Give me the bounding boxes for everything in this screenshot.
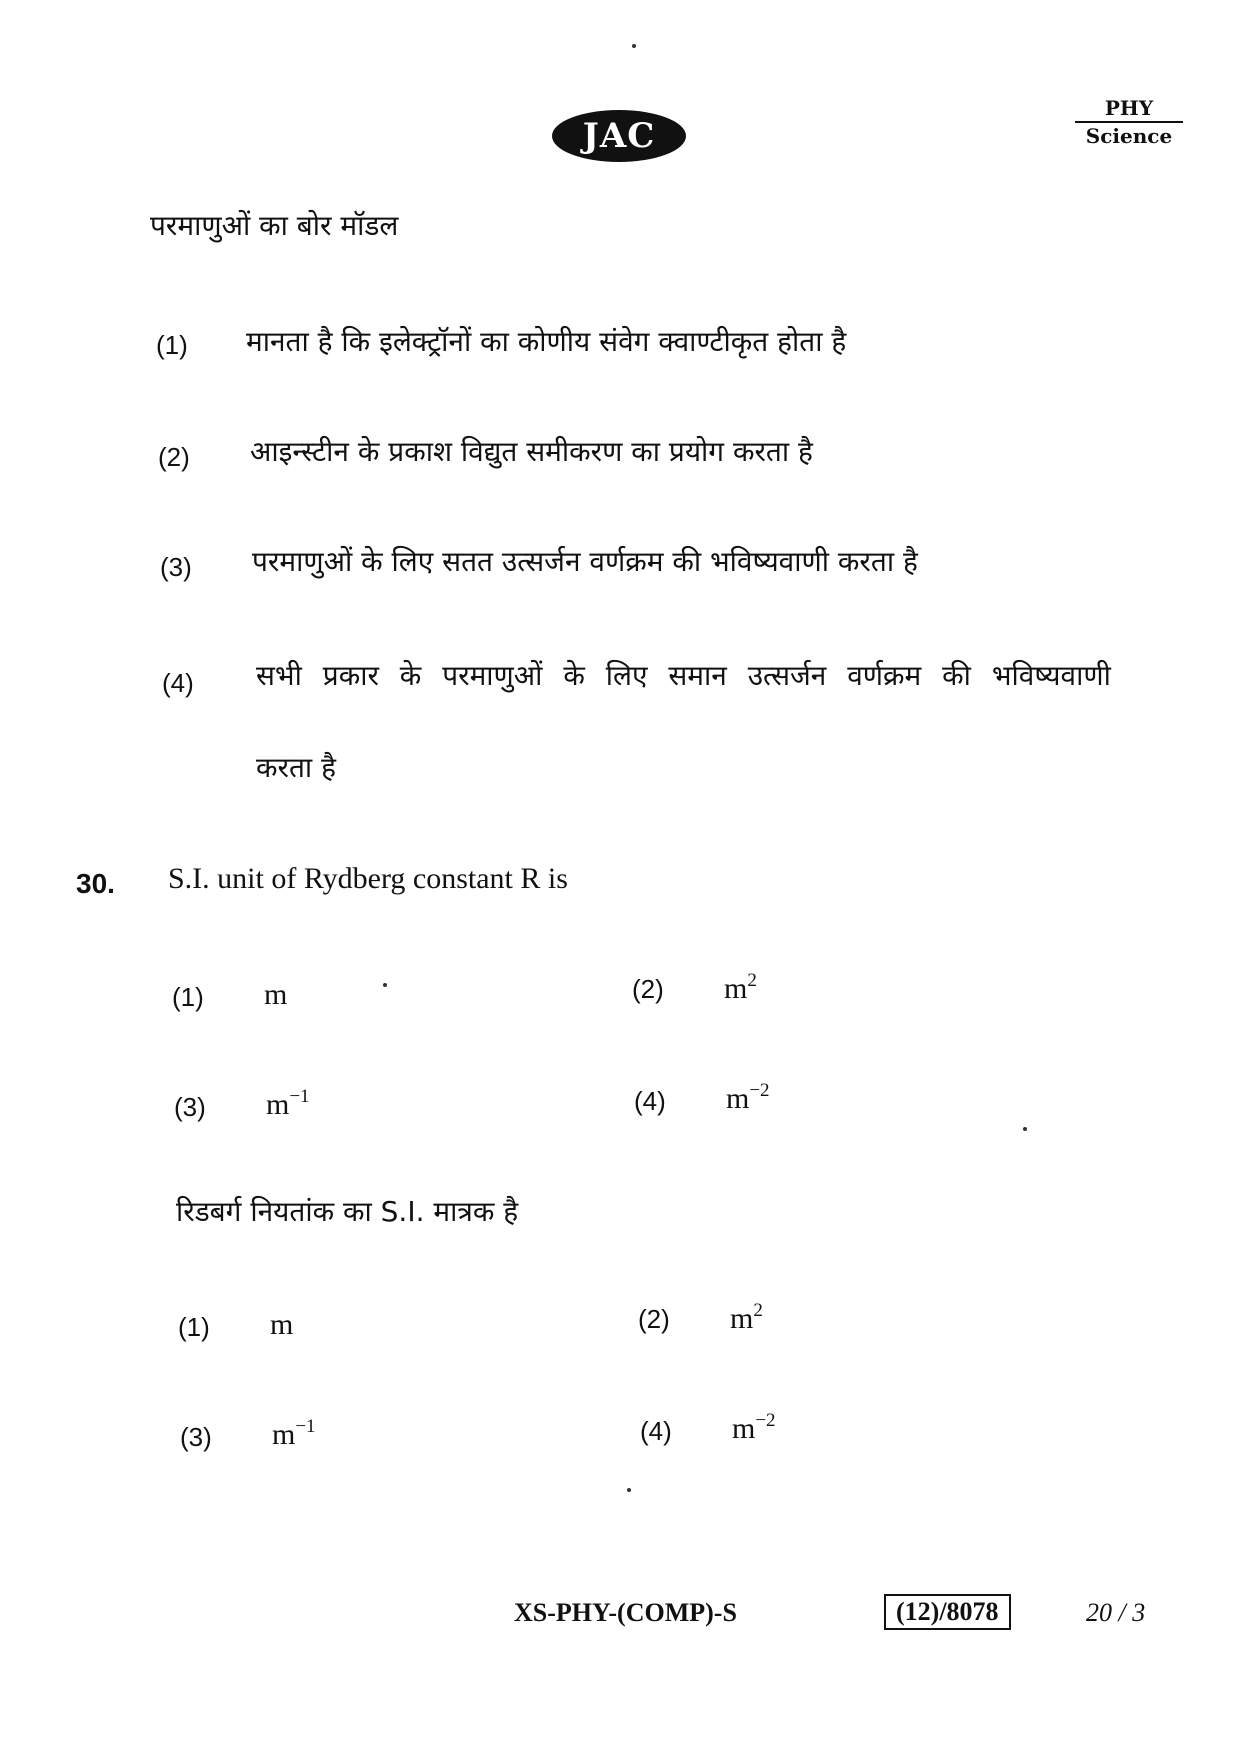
unit-base: m [266,1088,290,1121]
q30-hi-option-1-number: (1) [178,1312,210,1342]
q30-hi-option-4-value [732,1412,776,1446]
scan-speck [627,1488,631,1492]
unit-exponent: −2 [755,1410,776,1431]
subject-code-top: PHY [1075,96,1183,123]
q30-hi-option-4-number: (4) [640,1416,672,1446]
q29-option-2-number: (2) [158,442,190,472]
q30-hi-option-1-value [270,1308,293,1342]
footer-paper-code: XS-PHY-(COMP)-S [514,1598,737,1627]
subject-code [1075,96,1183,148]
scan-speck [1023,1127,1027,1131]
unit-base: m [270,1308,294,1341]
q30-en-option-1-number: (1) [172,982,204,1012]
q30-stem-hindi: रिडबर्ग नियतांक का S.I. मात्रक है [176,1195,519,1228]
jac-logo: JAC [552,110,686,162]
q30-en-option-2-value [724,972,757,1006]
q29-option-4-text-cont: करता है [256,751,336,784]
q30-number: 30. [76,868,115,899]
q30-hi-option-3-number: (3) [180,1422,212,1452]
q29-option-1-text: मानता है कि इलेक्ट्रॉनों का कोणीय संवेग क्वाण्टीकृत होता है [246,325,847,358]
q29-option-4-text: सभी प्रकार के परमाणुओं के लिए समान उत्सर्जन वर्णक्रम की भविष्यवाणी [256,659,1111,692]
q29-option-4-number: (4) [162,668,194,698]
q29-option-3-number: (3) [160,552,192,582]
q30-hi-option-2-value [730,1302,763,1336]
unit-exponent: 2 [753,1300,763,1321]
unit-base: m [264,978,288,1011]
scan-speck [632,44,636,48]
footer-box-code: (12)/8078 [884,1594,1011,1630]
unit-exponent: −1 [289,1086,310,1107]
footer-page-number: 20 / 3 [1086,1598,1146,1627]
q29-option-3-text: परमाणुओं के लिए सतत उत्सर्जन वर्णक्रम की भविष्यवाणी करता है [252,545,918,578]
q30-en-option-2-number: (2) [632,974,664,1004]
q29-stem-hindi: परमाणुओं का बोर मॉडल [150,209,399,242]
unit-base: m [732,1412,756,1445]
q30-stem-english: S.I. unit of Rydberg constant R is [168,862,568,895]
unit-exponent: 2 [747,970,757,991]
unit-base: m [272,1418,296,1451]
q30-hi-option-3-value [272,1418,316,1452]
unit-base: m [726,1082,750,1115]
unit-exponent: −1 [295,1416,316,1437]
unit-exponent: −2 [749,1080,770,1101]
unit-base: m [724,972,748,1005]
q30-en-option-4-value [726,1082,770,1116]
scan-speck [383,983,387,987]
subject-code-bottom: Science [1085,124,1173,148]
unit-base: m [730,1302,754,1335]
q29-option-2-text: आइन्स्टीन के प्रकाश विद्युत समीकरण का प्रयोग करता है [250,435,813,468]
q29-option-1-number: (1) [156,330,188,360]
q30-en-option-3-value [266,1088,310,1122]
q30-en-option-4-number: (4) [634,1086,666,1116]
q30-hi-option-2-number: (2) [638,1304,670,1334]
q30-en-option-1-value [264,978,287,1012]
q30-en-option-3-number: (3) [174,1092,206,1122]
